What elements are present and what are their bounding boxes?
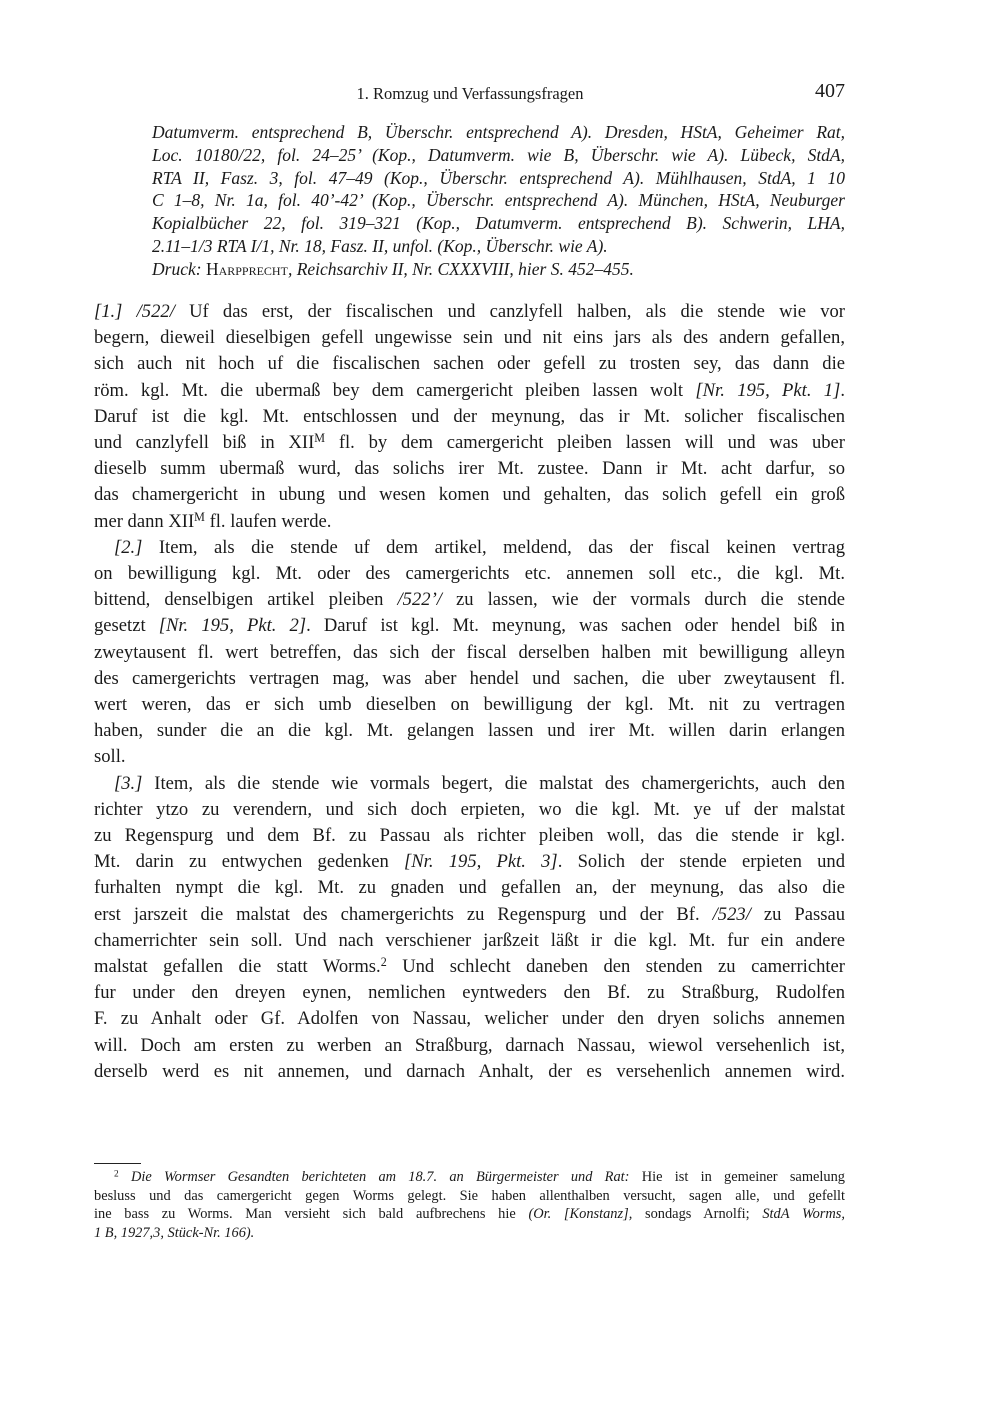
text-segment: F. zu Anhalt oder Gf. Adolfen von Nassau, welicher under den dryen solichs annemen [94,1008,845,1030]
text-segment: 2.11–1/3 RTA I/1, Nr. 18, Fasz. II, unfol. (Kop., Überschr. wie A). [152,235,608,256]
italic-text: (Or. [Konstanz], [528,1206,633,1223]
text-segment: fl. by dem camergericht pleiben lassen will und was uber [325,432,845,454]
text-line [94,718,845,744]
source-line [152,258,845,281]
text-line [94,351,845,377]
text-line [94,823,845,849]
italic-text: /523/ [712,903,751,925]
italic-text: /522’/ [397,589,442,611]
text-line [94,613,845,639]
text-segment: dieselb summ ubermaß wurd, das solichs irer Mt. zustee. Dann ir Mt. acht darfur, so [94,458,845,480]
running-title: 1. Romzug und Verfassungsfragen [356,84,584,103]
text-line [94,1033,845,1059]
text-segment: Uf das erst, der fiscalischen und canzlyfell halben, als die stende wie vor [174,301,845,322]
text-segment: . Daruf ist kgl. Mt. meynung, was sachen oder hendel biß in [306,615,845,637]
text-line [94,744,845,770]
text-line [94,561,845,587]
source-line [152,167,845,190]
text-line [94,980,845,1006]
text-line [94,456,845,482]
text-line [94,378,845,404]
text-segment: Kopialbücher 22, fol. 319–321 (Kop., Datumverm. entsprechend B). Schwerin, LHA, [152,213,845,234]
text-segment: on bewilligung kgl. Mt. oder des camergerichts etc. annemen soll etc., die kgl. Mt. [94,563,845,585]
source-line [152,235,845,258]
source-line [152,144,845,167]
superscript: M [314,430,326,445]
text-line [94,430,845,456]
text-segment: , Reichsarchiv II, Nr. CXXXVIII, hier S. 452–455. [287,258,634,279]
text-line [94,928,845,954]
italic-text: [3.] [114,772,143,794]
text-segment: soll. [94,746,126,768]
text-segment: mer dann XII [94,510,195,532]
text-segment: des camergerichts vertragen mag, was aber hendel und sachen, die uber zweytausent fl. [94,667,845,689]
text-line [94,509,845,535]
text-line [94,771,845,797]
text-segment: . [840,379,845,401]
superscript: 2 [380,955,387,970]
text-segment: Mt. darin zu entwychen gedenken [94,851,405,873]
text-segment: malstat gefallen die statt Worms. [94,956,381,978]
superscript: M [194,509,205,524]
text-segment [119,1169,131,1185]
text-segment: Und schlecht daneben den stenden zu camerrichter [386,956,845,978]
text-line [94,640,845,666]
text-segment: Hie ist in gemeiner samelung [629,1169,845,1185]
text-segment: fur under den dreyen eynen, nemlichen eyntweders den Bf. zu Straßburg, Rudolfen [94,982,845,1004]
text-segment: furhalten nympt die kgl. Mt. zu gnaden und gefallen an, der meynung, das also die [94,877,845,899]
text-line [94,587,845,613]
text-segment: Druck: [152,258,206,279]
italic-text: [Nr. 195, Pkt. 3] [404,851,558,873]
footnotes [94,1168,845,1242]
italic-text: StdA Worms, [762,1206,845,1223]
text-line [94,535,845,561]
text-segment: besluss und das camergericht gegen Worms gelegt. Sie haben allenthalben versucht, sagen alle, und gefellt [94,1187,845,1204]
text-line [94,875,845,901]
text-line [94,954,845,980]
source-notes [152,121,845,281]
text-line [94,902,845,928]
text-segment: begern, dieweil dieselbigen gefell ungewisse sein und nit eins jars als des andern gefallen, [94,327,845,349]
text-segment: zu Passau [750,903,845,925]
footnote-line [94,1224,845,1243]
footnote-line [94,1187,845,1206]
text-segment: röm. kgl. Mt. die ubermaß bey dem camergericht pleiben lassen wolt [94,379,696,401]
text-line [94,1006,845,1032]
italic-text: [Nr. 195, Pkt. 1] [695,379,841,401]
italic-text: [Nr. 195, Pkt. 2] [158,615,307,637]
footnote-line [94,1168,845,1187]
text-segment: sich auch nit hoch uf die fiscalischen sachen oder gefell zu trosten sey, das dann die [94,353,845,375]
text-line [94,299,845,325]
text-line [94,404,845,430]
text-segment: RTA II, Fasz. 3, fol. 47–49 (Kop., Überschr. entsprechend A). Mühlhausen, StdA, 1 10 [152,167,845,188]
text-segment: C 1–8, Nr. 1a, fol. 40’-42’ (Kop., Überschr. entsprechend A). München, HStA, Neuburger [152,190,845,211]
text-segment: das chamergericht in ubung und wesen komen und gehalten, das solich gefell ein groß [94,484,845,506]
superscript: 2 [114,1169,119,1180]
text-line [94,1059,845,1085]
source-line [152,212,845,235]
italic-text: 1 B, 1927,3, Stück-Nr. 166). [94,1224,255,1241]
footnote-line [94,1205,845,1224]
text-segment: Item, als die stende wie vormals begert, die malstat des chamergerichts, auch den [142,772,845,794]
text-segment: haben, sunder die an die kgl. Mt. gelangen lassen und irer Mt. willen darin erlangen [94,720,845,742]
text-line [94,666,845,692]
text-segment: ine bass zu Worms. Man versieht sich bald aufbrechens hie [94,1206,529,1223]
text-segment: erst jarszeit die malstat des chamergerichts zu Regenspurg und der Bf. [94,903,713,925]
text-segment: Harpprecht [205,258,288,279]
text-line [94,325,845,351]
text-segment: zu lassen, wie der vormals durch die stende [441,589,845,611]
italic-text: [2.] [114,536,143,558]
text-line [94,692,845,718]
text-line [94,849,845,875]
text-segment: wert weren, das er sich umb dieselben on bewilligung der kgl. Mt. nit zu vertragen [94,694,845,716]
italic-text: [1.] /522/ [94,301,175,322]
page-number: 407 [815,80,845,102]
text-segment: Datumverm. entsprechend B, Überschr. entsprechend A). Dresden, HStA, Geheimer Rat, [152,122,845,142]
text-segment: derselb werd es nit annemen, und darnach Anhalt, der es versehenlich annemen wird. [94,1060,845,1082]
source-line [152,189,845,212]
text-segment: Loc. 10180/22, fol. 24–25’ (Kop., Datumverm. wie B, Überschr. wie A). Lübeck, StdA, [152,144,845,165]
text-segment: bittend, denselbigen artikel pleiben [94,589,398,611]
text-segment: chamerrichter sein soll. Und nach verschiener jarßzeit läßt ir die kgl. Mt. fur ein andere [94,929,845,951]
text-line [94,797,845,823]
italic-text: Die Wormser Gesandten berichteten am 18.7. an Bürgermeister und Rat: [130,1169,630,1185]
text-segment: gesetzt [94,615,159,637]
text-line [94,482,845,508]
text-segment: . Solich der stende erpieten und [557,851,846,873]
text-segment: zweytausent fl. wert betreffen, das sich der fiscal derselben halben mit bewilligung alleyn [94,641,845,663]
text-segment: sondags Arnolfi; [632,1206,763,1223]
main-text [94,299,845,1085]
text-segment: richter ytzo zu verendern, und sich doch erpieten, wo die kgl. Mt. ye uf der malstat [94,798,845,820]
text-segment: zu Regenspurg und dem Bf. zu Passau als richter pleiben woll, das die stende ir kgl. [94,825,845,847]
text-segment: Item, als die stende uf dem artikel, meldend, das der fiscal keinen vertrag [142,536,845,558]
text-segment: will. Doch am ersten zu werben an Straßburg, darnach Nassau, wiewol versehenlich ist, [94,1034,845,1056]
text-segment: Daruf ist die kgl. Mt. entschlossen und der meynung, das ir Mt. solicher fiscalischen [94,405,845,427]
text-segment: und canzlyfell biß in XII [94,432,315,454]
footnote-divider [94,1163,141,1164]
source-line [152,121,845,144]
text-segment: fl. laufen werde. [204,510,332,532]
